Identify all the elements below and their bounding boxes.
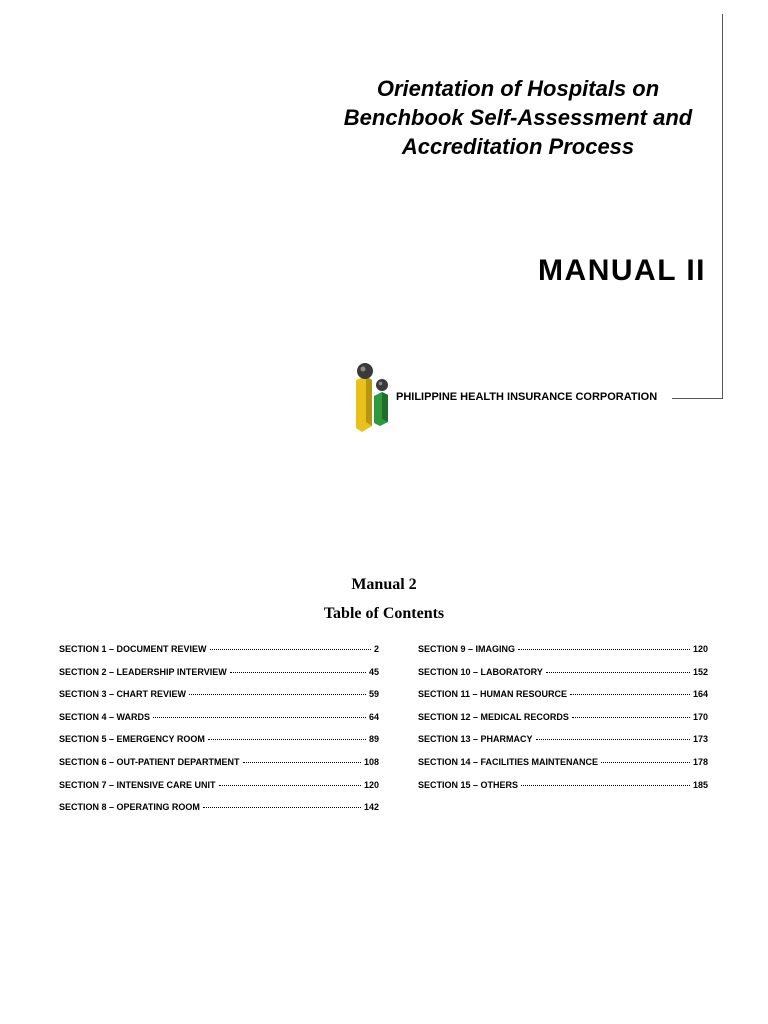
toc-dot-leader [601, 762, 690, 763]
toc-entry-page: 120 [363, 779, 379, 790]
toc-entry-page: 89 [368, 734, 379, 745]
toc-dot-leader [521, 785, 690, 786]
toc-entry-label: SECTION 11 – HUMAN RESOURCE [418, 689, 568, 700]
toc-dot-leader [203, 807, 361, 808]
toc-entry [59, 644, 379, 667]
toc-entry-page: 45 [368, 666, 379, 677]
logo-sphere-small [376, 379, 388, 391]
logo-sphere-large [357, 363, 373, 379]
toc-entry [418, 712, 708, 735]
toc-entry [59, 734, 379, 757]
toc-entry [59, 802, 379, 825]
toc-entry-label: SECTION 1 – DOCUMENT REVIEW [59, 644, 207, 654]
toc-entry-page: 178 [692, 756, 708, 767]
toc-entry [418, 644, 708, 667]
toc-entry-label: SECTION 9 – IMAGING [418, 644, 516, 654]
toc-dot-leader [570, 694, 690, 695]
toc-dot-leader [243, 762, 361, 763]
toc-entry [418, 780, 708, 803]
toc-entry-page: 164 [692, 689, 708, 700]
toc-dot-leader [153, 717, 366, 718]
toc-entry [59, 780, 379, 803]
toc-dot-leader [219, 785, 361, 786]
toc-right-column [418, 644, 708, 802]
toc-entry-page: 120 [692, 644, 708, 654]
philhealth-logo-icon [352, 362, 394, 434]
toc-entry [59, 689, 379, 712]
toc-entry [418, 757, 708, 780]
toc-subtitle: Manual 2 [351, 576, 417, 593]
toc-dot-leader [210, 649, 371, 650]
toc-entry-label: SECTION 14 – FACILITIES MAINTENANCE [418, 756, 599, 767]
toc-entry-label: SECTION 3 – CHART REVIEW [59, 689, 187, 700]
toc-entry [418, 734, 708, 757]
toc-entry-page: 64 [368, 711, 379, 722]
toc-entry-page: 170 [692, 711, 708, 722]
toc-entry-label: SECTION 10 – LABORATORY [418, 666, 543, 677]
toc-entry [418, 667, 708, 690]
toc-dot-leader [230, 672, 366, 673]
organization-name: PHILIPPINE HEALTH INSURANCE CORPORATION [396, 391, 658, 403]
toc-entry-page: 108 [363, 756, 379, 767]
toc-entry [59, 667, 379, 690]
toc-entry-label: SECTION 8 – OPERATING ROOM [59, 802, 200, 813]
toc-entry-page: 173 [692, 734, 708, 745]
toc-entry-label: SECTION 15 – OTHERS [418, 779, 519, 790]
toc-title: Table of Contents [323, 605, 445, 622]
toc-dot-leader [572, 717, 690, 718]
toc-entry [59, 757, 379, 780]
frame-horizontal-rule [672, 398, 723, 399]
toc-dot-leader [536, 739, 690, 740]
toc-entry-label: SECTION 7 – INTENSIVE CARE UNIT [59, 779, 216, 790]
toc-entry-page: 152 [692, 666, 708, 677]
toc-dot-leader [208, 739, 366, 740]
manual-heading: MANUAL II [538, 254, 706, 287]
toc-entry-label: SECTION 4 – WARDS [59, 711, 151, 722]
toc-entry-page: 2 [373, 644, 379, 654]
toc-entry-label: SECTION 12 – MEDICAL RECORDS [418, 711, 569, 722]
document-title: Orientation of Hospitals on Benchbook Self-Assessment and Accreditation Process [343, 76, 693, 159]
toc-dot-leader [518, 649, 690, 650]
toc-entry [59, 712, 379, 735]
toc-entry-page: 59 [368, 689, 379, 700]
toc-entry-label: SECTION 5 – EMERGENCY ROOM [59, 734, 205, 745]
toc-left-column [59, 644, 379, 825]
toc-entry-label: SECTION 6 – OUT-PATIENT DEPARTMENT [59, 756, 240, 767]
frame-vertical-rule [722, 14, 723, 399]
toc-entry-label: SECTION 13 – PHARMACY [418, 734, 533, 745]
toc-entry [418, 689, 708, 712]
toc-dot-leader [189, 694, 366, 695]
toc-entry-label: SECTION 2 – LEADERSHIP INTERVIEW [59, 666, 227, 677]
toc-dot-leader [546, 672, 690, 673]
toc-entry-page: 142 [363, 802, 379, 813]
toc-entry-page: 185 [692, 779, 708, 790]
